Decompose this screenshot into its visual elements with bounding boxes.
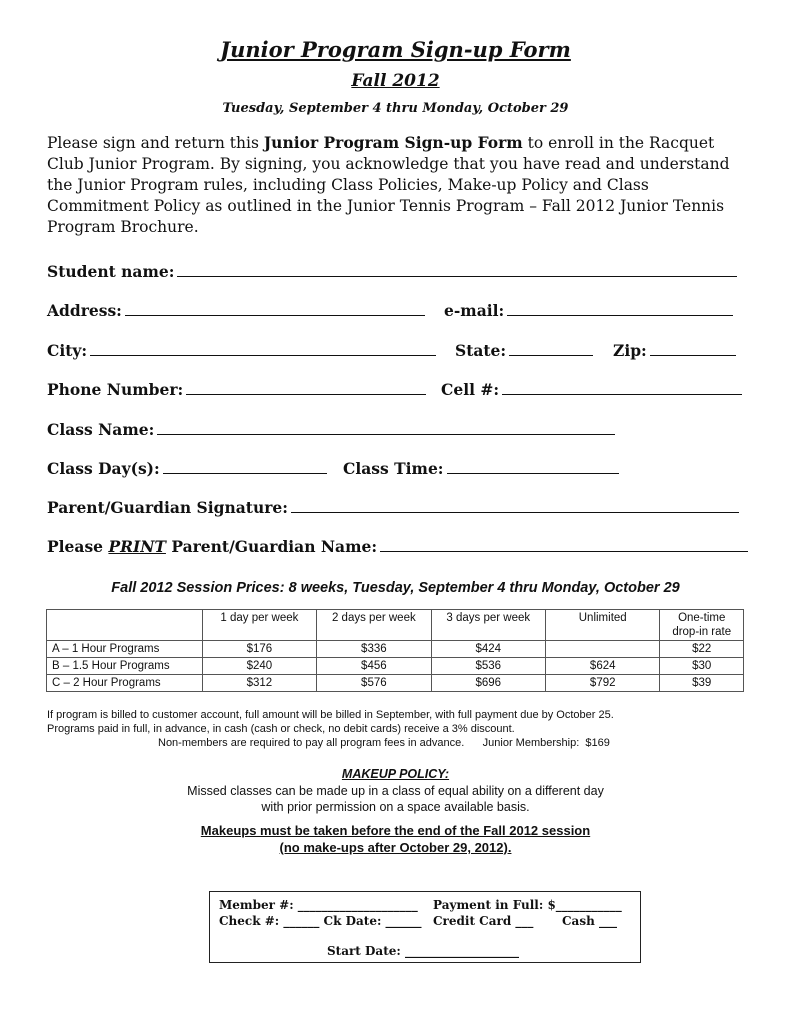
print-name-row [47,537,748,556]
cell-row [441,380,742,399]
price-cell: $176 [202,641,316,658]
print-name-label: Parent/Guardian Name: [165,537,378,556]
zip-label: Zip: [613,341,647,360]
cash-field[interactable]: Cash ___ [562,914,617,928]
signature-row [47,498,739,517]
table-row [47,675,744,692]
price-cell: $576 [317,675,431,692]
dropin-header-line1: One-time [678,612,726,624]
intro-text-end: to enroll in the Racquet Club Junior Program. By signing, you acknowledge that you have read and understand the Junior Program rules, including Class Policies, Make-up Policy and Class Commitment Policy as outlined in the Junior Tennis Program – Fall 2012 Junior Tennis Program Brochure. [47,134,730,236]
class-name-row [47,420,615,439]
state-row [455,341,593,360]
table-header-cell [47,610,203,641]
payment-in-full-field[interactable]: Payment in Full: $___________ [433,898,622,912]
intro-paragraph [47,132,747,238]
email-row [444,301,733,320]
state-field[interactable] [509,341,593,356]
intro-text-start: Please sign and return this [47,134,264,152]
student-name-label: Student name: [47,262,175,281]
start-date-field[interactable]: Start Date: ___________________ [327,944,519,958]
price-cell: $536 [431,658,545,675]
credit-card-field[interactable]: Credit Card ___ [433,914,534,928]
email-field[interactable] [507,301,733,316]
price-cell: $336 [317,641,431,658]
session-dates: Tuesday, September 4 thru Monday, October 29 [222,101,569,116]
phone-field[interactable] [186,380,426,395]
price-cell: $624 [546,658,660,675]
signature-label: Parent/Guardian Signature: [47,498,288,517]
table-header-cell: Unlimited [546,610,660,641]
table-row [47,658,744,675]
billing-note: If program is billed to customer account, full amount will be billed in September, with full payment due by October 25. [47,709,614,721]
zip-field[interactable] [650,341,736,356]
discount-note: Programs paid in full, in advance, in cash (cash or check, no debit cards) receive a 3% discount. [47,723,515,735]
price-cell: $696 [431,675,545,692]
cell-label: Cell #: [441,380,500,399]
table-header-cell-dropin [660,610,744,641]
class-time-row [343,459,619,478]
price-cell: $22 [660,641,744,658]
table-row [47,641,744,658]
check-number-field[interactable]: Check #: ______ Ck Date: ______ [219,914,422,928]
class-name-label: Class Name: [47,420,155,439]
class-time-field[interactable] [447,459,619,474]
price-cell: $424 [431,641,545,658]
city-label: City: [47,341,88,360]
program-cell: C – 2 Hour Programs [47,675,203,692]
member-number-field[interactable]: Member #: ____________________ [219,898,418,912]
intro-form-name: Junior Program Sign-up Form [263,133,523,152]
makeup-deadline-date: (no make-ups after October 29, 2012). [279,840,512,855]
price-cell: $312 [202,675,316,692]
price-cell: $39 [660,675,744,692]
address-row [47,301,425,320]
session-prices-heading: Fall 2012 Session Prices: 8 weeks, Tuesday, September 4 thru Monday, October 29 [111,580,680,596]
table-header-cell: 3 days per week [431,610,545,641]
table-header-cell: 1 day per week [202,610,316,641]
print-name-emphasis: PRINT [108,537,166,556]
table-header-cell: 2 days per week [317,610,431,641]
class-name-field[interactable] [157,420,615,435]
price-cell: $792 [546,675,660,692]
address-label: Address: [47,301,122,320]
form-title: Junior Program Sign-up Form [220,37,571,62]
email-label: e-mail: [444,301,505,320]
phone-row [47,380,426,399]
class-time-label: Class Time: [343,459,444,478]
membership-note: Non-members are required to pay all program fees in advance. Junior Membership: $169 [158,737,610,749]
cell-field[interactable] [502,380,742,395]
student-name-row [47,262,737,281]
price-cell: $240 [202,658,316,675]
price-cell: $30 [660,658,744,675]
class-days-label: Class Day(s): [47,459,160,478]
season-title: Fall 2012 [351,71,440,91]
price-table [46,609,744,692]
state-label: State: [455,341,507,360]
phone-label: Phone Number: [47,380,184,399]
signature-field[interactable] [291,498,739,513]
dropin-header-line2: drop-in rate [672,626,732,638]
class-days-row [47,459,327,478]
city-field[interactable] [90,341,436,356]
program-cell: B – 1.5 Hour Programs [47,658,203,675]
print-name-prefix: Please [47,537,109,556]
makeup-policy-heading: MAKEUP POLICY: [341,767,450,781]
price-cell [546,641,660,658]
table-header-row [47,610,744,641]
student-name-field[interactable] [177,262,737,277]
print-name-field[interactable] [380,537,748,552]
price-cell: $456 [317,658,431,675]
makeup-deadline: Makeups must be taken before the end of the Fall 2012 session [200,823,591,838]
city-row [47,341,436,360]
makeup-policy-line: Missed classes can be made up in a class of equal ability on a different day [187,784,604,798]
makeup-policy-line: with prior permission on a space available basis. [261,800,530,814]
class-days-field[interactable] [163,459,327,474]
zip-row [613,341,736,360]
program-cell: A – 1 Hour Programs [47,641,203,658]
address-field[interactable] [125,301,425,316]
office-use-box [209,891,641,963]
